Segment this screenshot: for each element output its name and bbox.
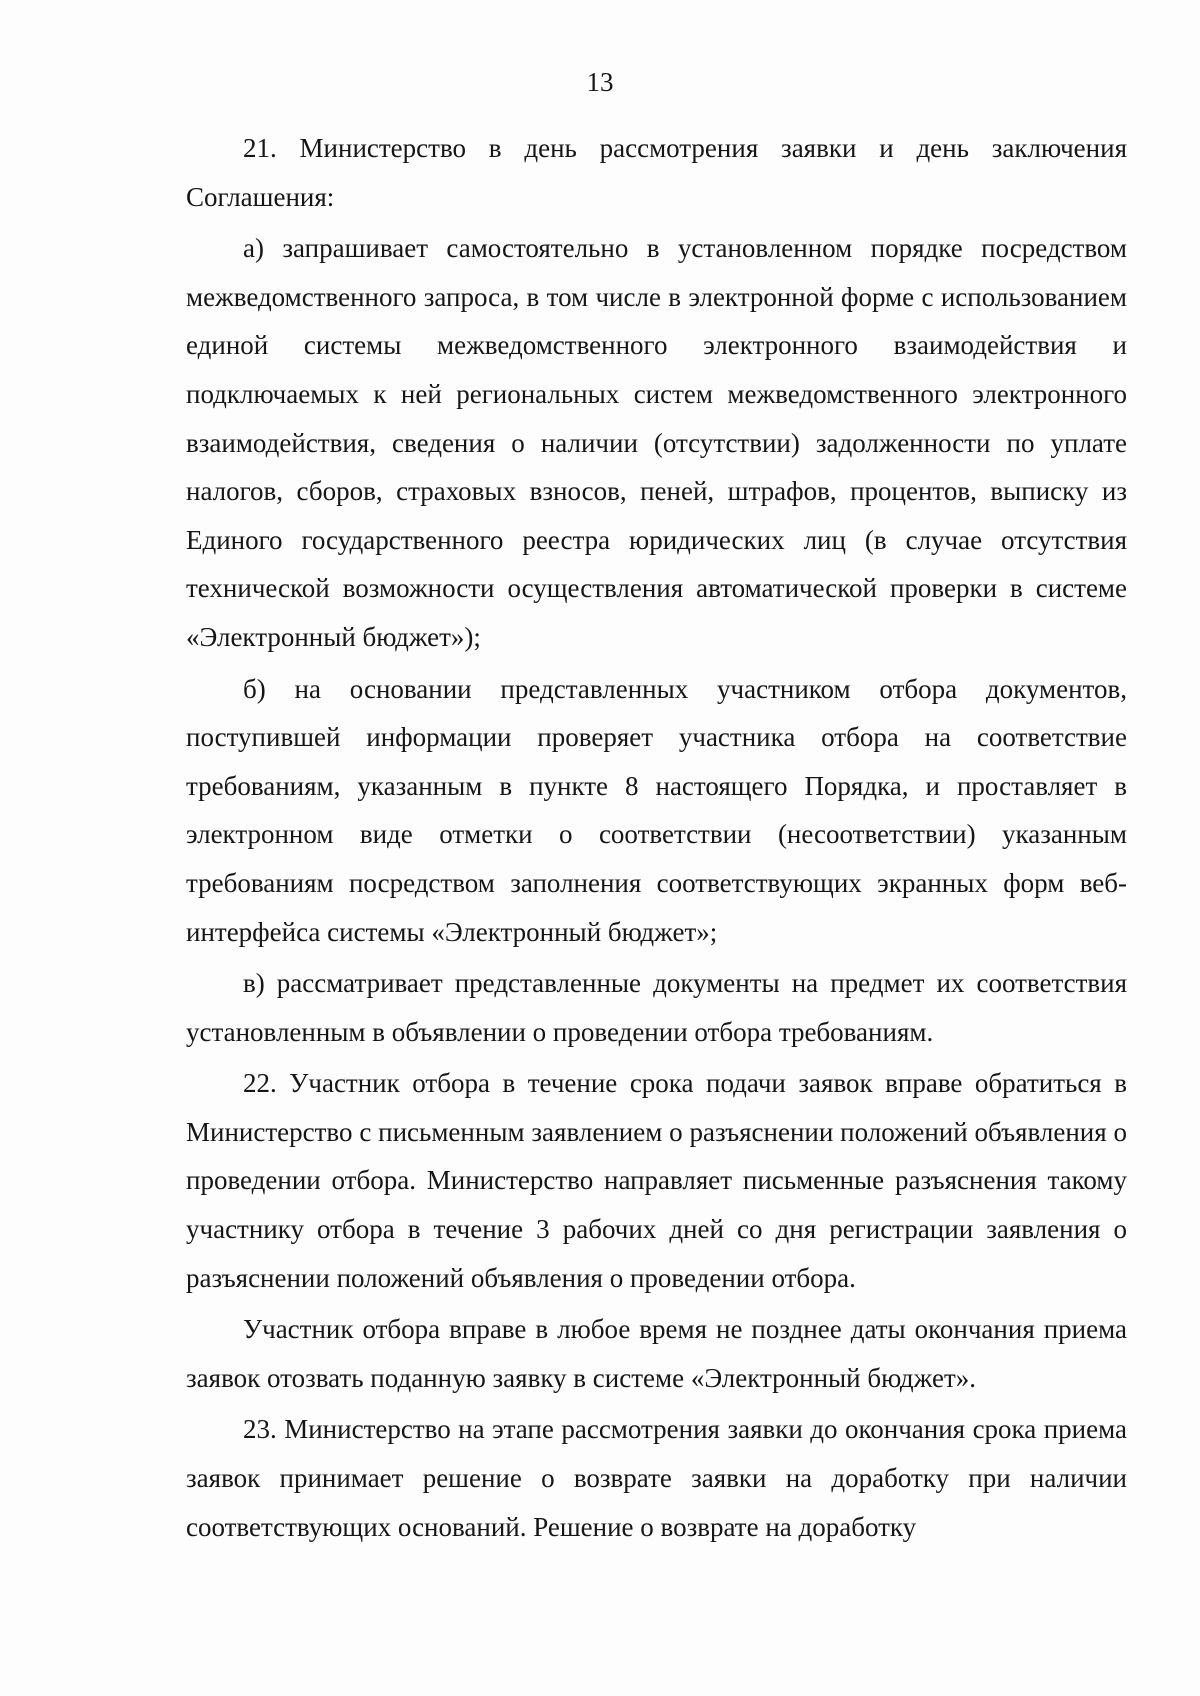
document-body: [186, 124, 1127, 1554]
paragraph-22-withdrawal: Участник отбора вправе в любое время не позднее даты окончания приема заявок отозвать поданную заявку в системе «Электронный бюджет».: [186, 1314, 1127, 1393]
paragraph-21: 21. Министерство в день рассмотрения заявки и день заключения Соглашения:: [186, 133, 1127, 212]
paragraph-22: 22. Участник отбора в течение срока подачи заявок вправе обратиться в Министерство с письменным заявлением о разъяснении положений объявления о проведении отбора. Министерство направляет письменные разъяснения такому участнику отбора в течение 3 рабочих дней со дня регистрации заявления о разъяснении положений объявления о проведении отбора.: [186, 1068, 1127, 1293]
paragraph-21-b: б) на основании представленных участником отбора документов, поступившей информации проверяет участника отбора на соответствие требованиям, указанным в пункте 8 настоящего Порядка, и проставляет в электронном виде отметки о соответствии (несоответствии) указанным требованиям посредством заполнения соответствующих экранных форм веб-интерфейса системы «Электронный бюджет»;: [186, 673, 1127, 947]
paragraph-23: 23. Министерство на этапе рассмотрения заявки до окончания срока приема заявок принимает решение о возврате заявки на доработку при наличии соответствующих оснований. Решение о возврате на доработку: [186, 1414, 1127, 1542]
paragraph-21-v: в) рассматривает представленные документы на предмет их соответствия установленным в объявлении о проведении отбора требованиям.: [186, 968, 1127, 1047]
paragraph-21-a: а) запрашивает самостоятельно в установленном порядке посредством межведомственного запроса, в том числе в электронной форме с использованием единой системы межведомственного электронного взаимодействия и подключаемых к ней региональных систем межведомственного электронного взаимодействия, сведения о наличии (отсутствии) задолженности по уплате налогов, сборов, страховых взносов, пеней, штрафов, процентов, выписку из Единого государственного реестра юридических лиц (в случае отсутствия технической возможности осуществления автоматической проверки в системе «Электронный бюджет»);: [186, 233, 1127, 652]
page-number: 13: [586, 67, 614, 97]
